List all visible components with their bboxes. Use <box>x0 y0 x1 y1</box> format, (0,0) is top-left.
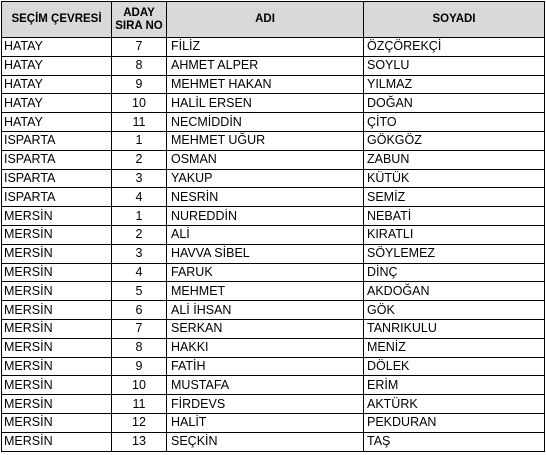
header-region: SEÇİM ÇEVRESİ <box>2 2 112 38</box>
cell-first-name: AHMET ALPER <box>167 56 364 75</box>
cell-last-name: SEMİZ <box>364 188 545 207</box>
cell-region: MERSİN <box>2 225 112 244</box>
cell-last-name: TAŞ <box>364 432 545 451</box>
cell-order-no: 13 <box>112 432 167 451</box>
table-row <box>2 413 545 432</box>
cell-first-name: HAKKI <box>167 338 364 357</box>
table-row <box>2 263 545 282</box>
cell-order-no: 3 <box>112 169 167 188</box>
cell-order-no: 4 <box>112 188 167 207</box>
cell-region: ISPARTA <box>2 188 112 207</box>
table-body <box>2 38 545 452</box>
cell-region: MERSİN <box>2 338 112 357</box>
cell-first-name: NESRİN <box>167 188 364 207</box>
cell-order-no: 3 <box>112 244 167 263</box>
cell-last-name: ERİM <box>364 376 545 395</box>
table-row <box>2 244 545 263</box>
table-row <box>2 150 545 169</box>
header-order <box>112 2 167 38</box>
cell-order-no: 8 <box>112 338 167 357</box>
cell-order-no: 9 <box>112 357 167 376</box>
cell-order-no: 2 <box>112 225 167 244</box>
cell-first-name: HALİT <box>167 413 364 432</box>
header-row <box>2 2 545 38</box>
cell-first-name: OSMAN <box>167 150 364 169</box>
cell-region: HATAY <box>2 56 112 75</box>
cell-order-no: 6 <box>112 301 167 320</box>
cell-first-name: NECMİDDİN <box>167 113 364 132</box>
cell-last-name: KÜTÜK <box>364 169 545 188</box>
cell-last-name: MENİZ <box>364 338 545 357</box>
table-row <box>2 188 545 207</box>
cell-region: ISPARTA <box>2 150 112 169</box>
cell-last-name: ÇİTO <box>364 113 545 132</box>
table-row <box>2 75 545 94</box>
table-row <box>2 207 545 226</box>
cell-first-name: YAKUP <box>167 169 364 188</box>
cell-order-no: 11 <box>112 395 167 414</box>
cell-order-no: 10 <box>112 94 167 113</box>
cell-last-name: KIRATLI <box>364 225 545 244</box>
cell-order-no: 10 <box>112 376 167 395</box>
table-row <box>2 282 545 301</box>
cell-last-name: PEKDURAN <box>364 413 545 432</box>
cell-region: MERSİN <box>2 432 112 451</box>
cell-order-no: 1 <box>112 207 167 226</box>
table-row <box>2 94 545 113</box>
cell-region: MERSİN <box>2 395 112 414</box>
table-row <box>2 319 545 338</box>
cell-last-name: ZABUN <box>364 150 545 169</box>
cell-last-name: AKTÜRK <box>364 395 545 414</box>
cell-order-no: 5 <box>112 282 167 301</box>
cell-first-name: HAVVA SİBEL <box>167 244 364 263</box>
cell-last-name: DİNÇ <box>364 263 545 282</box>
cell-first-name: FARUK <box>167 263 364 282</box>
cell-region: HATAY <box>2 94 112 113</box>
cell-region: MERSİN <box>2 282 112 301</box>
cell-first-name: NUREDDİN <box>167 207 364 226</box>
cell-region: MERSİN <box>2 413 112 432</box>
table-row <box>2 169 545 188</box>
cell-first-name: MEHMET HAKAN <box>167 75 364 94</box>
cell-first-name: FİRDEVS <box>167 395 364 414</box>
cell-first-name: MEHMET <box>167 282 364 301</box>
table-row <box>2 376 545 395</box>
cell-first-name: HALİL ERSEN <box>167 94 364 113</box>
cell-region: HATAY <box>2 75 112 94</box>
cell-first-name: ALİ <box>167 225 364 244</box>
table-row <box>2 338 545 357</box>
table-row <box>2 301 545 320</box>
cell-last-name: ÖZÇÖREKÇİ <box>364 38 545 57</box>
cell-last-name: SOYLU <box>364 56 545 75</box>
table-row <box>2 56 545 75</box>
cell-first-name: SEÇKİN <box>167 432 364 451</box>
cell-last-name: NEBATİ <box>364 207 545 226</box>
cell-first-name: MUSTAFA <box>167 376 364 395</box>
header-first-name: ADI <box>167 2 364 38</box>
candidate-table <box>1 1 545 452</box>
table-row <box>2 225 545 244</box>
table-row <box>2 131 545 150</box>
cell-region: HATAY <box>2 38 112 57</box>
cell-last-name: SÖYLEMEZ <box>364 244 545 263</box>
cell-last-name: GÖK <box>364 301 545 320</box>
cell-region: MERSİN <box>2 376 112 395</box>
cell-region: MERSİN <box>2 244 112 263</box>
cell-region: MERSİN <box>2 301 112 320</box>
cell-last-name: DÖLEK <box>364 357 545 376</box>
cell-order-no: 9 <box>112 75 167 94</box>
cell-region: HATAY <box>2 113 112 132</box>
cell-last-name: TANRIKULU <box>364 319 545 338</box>
cell-last-name: GÖKGÖZ <box>364 131 545 150</box>
header-order-line2: SIRA NO <box>115 19 163 32</box>
table-row <box>2 395 545 414</box>
cell-order-no: 4 <box>112 263 167 282</box>
cell-first-name: FATİH <box>167 357 364 376</box>
cell-first-name: SERKAN <box>167 319 364 338</box>
cell-last-name: DOĞAN <box>364 94 545 113</box>
cell-order-no: 8 <box>112 56 167 75</box>
cell-last-name: AKDOĞAN <box>364 282 545 301</box>
cell-region: MERSİN <box>2 207 112 226</box>
header-order-line1: ADAY <box>123 6 155 19</box>
cell-region: MERSİN <box>2 319 112 338</box>
table-row <box>2 113 545 132</box>
cell-order-no: 1 <box>112 131 167 150</box>
cell-region: ISPARTA <box>2 131 112 150</box>
header-last-name: SOYADI <box>364 2 545 38</box>
cell-last-name: YILMAZ <box>364 75 545 94</box>
cell-region: MERSİN <box>2 357 112 376</box>
table-row <box>2 357 545 376</box>
table-row <box>2 38 545 57</box>
table-row <box>2 432 545 451</box>
cell-order-no: 12 <box>112 413 167 432</box>
cell-region: MERSİN <box>2 263 112 282</box>
cell-order-no: 7 <box>112 319 167 338</box>
cell-first-name: FİLİZ <box>167 38 364 57</box>
cell-order-no: 2 <box>112 150 167 169</box>
cell-first-name: ALİ İHSAN <box>167 301 364 320</box>
cell-order-no: 11 <box>112 113 167 132</box>
cell-first-name: MEHMET UĞUR <box>167 131 364 150</box>
cell-region: ISPARTA <box>2 169 112 188</box>
cell-order-no: 7 <box>112 38 167 57</box>
